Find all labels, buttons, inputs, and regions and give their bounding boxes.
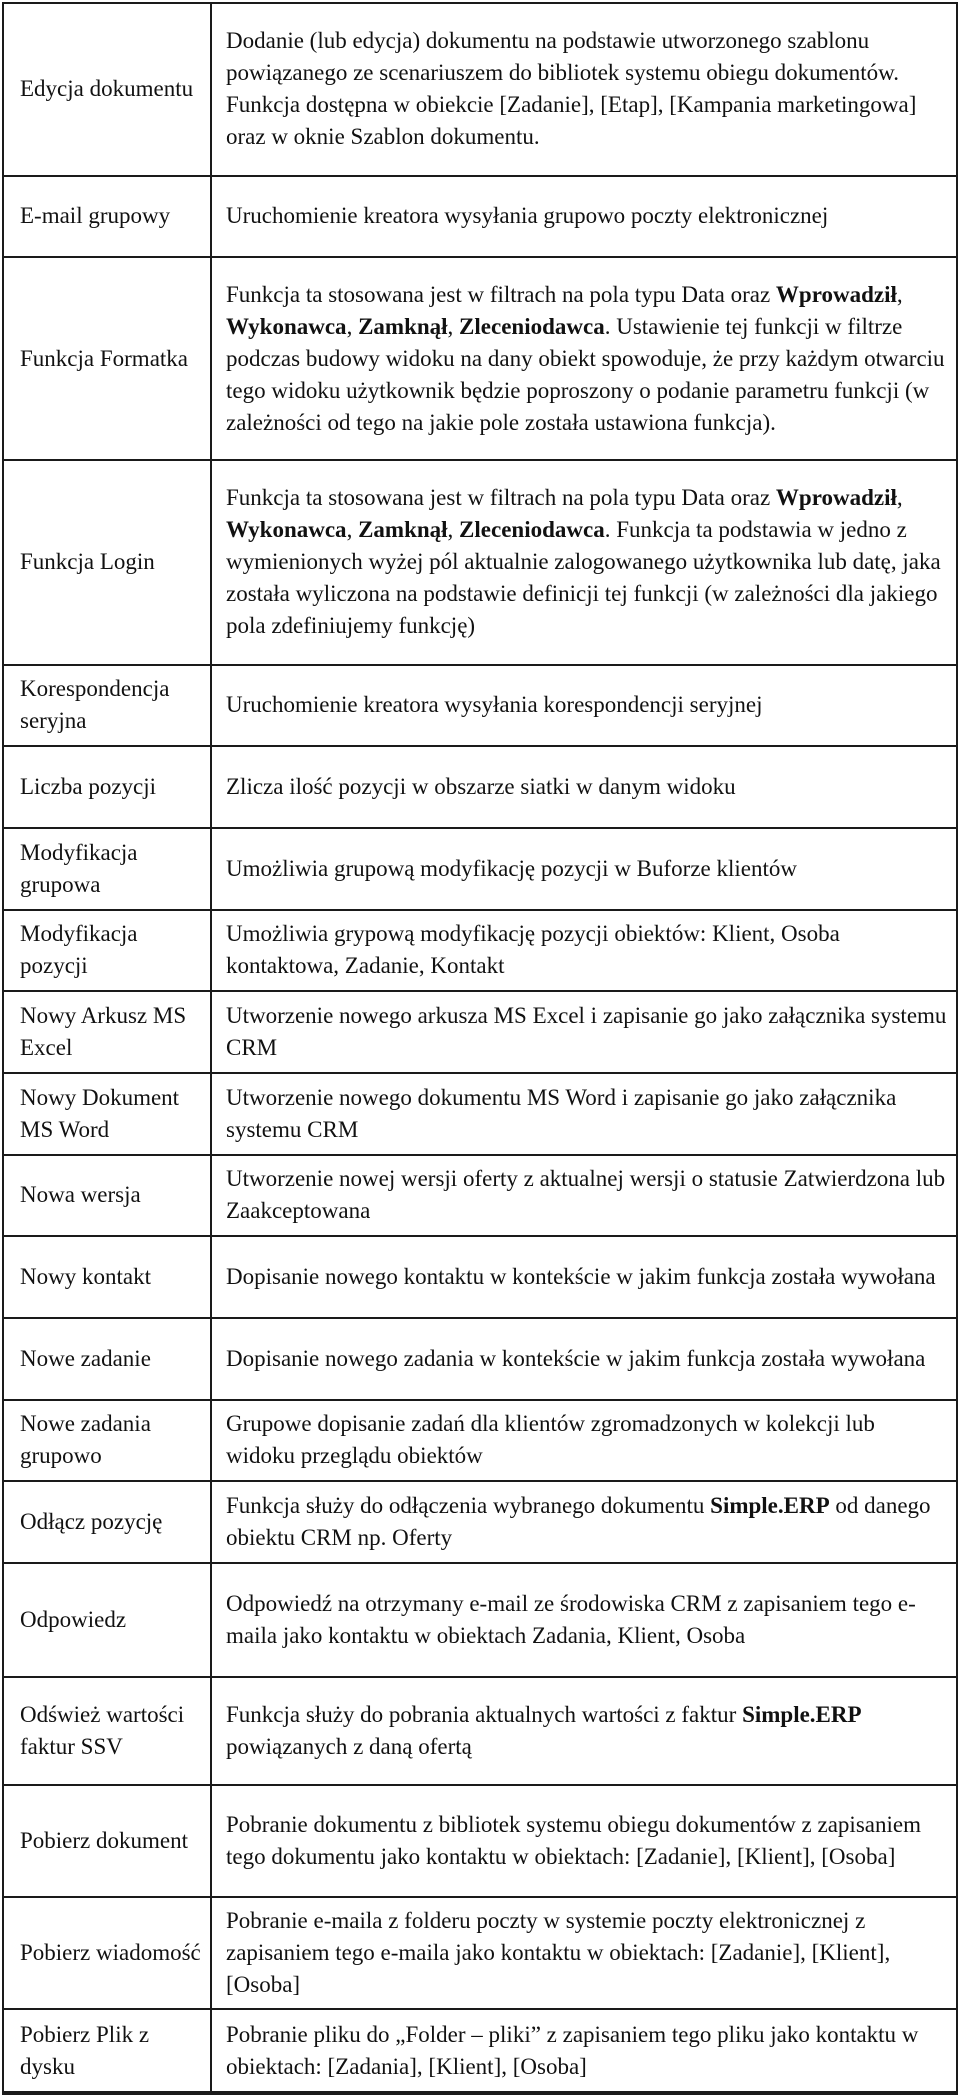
- table-row: [4, 1563, 956, 1677]
- function-description: Utworzenie nowego dokumentu MS Word i zapisanie go jako załącznika systemu CRM: [211, 1073, 956, 1155]
- function-description: Funkcja służy do odłączenia wybranego dokumentu Simple.ERP od danego obiektu CRM np. Oferty: [211, 1481, 956, 1563]
- function-name: Pobierz dokument: [4, 1785, 211, 1897]
- function-description: Grupowe dopisanie zadań dla klientów zgromadzonych w kolekcji lub widoku przeglądu obiektów: [211, 1400, 956, 1482]
- function-description: Dopisanie nowego zadania w kontekście w jakim funkcja została wywołana: [211, 1318, 956, 1400]
- function-description: Dodanie (lub edycja) dokumentu na podstawie utworzonego szablonu powiązanego ze scenariuszem do bibliotek systemu obiegu dokumentów. Funkcja dostępna w obiekcie [Zadanie], [Etap], [Kampania marketingowa] oraz w oknie Szablon dokumentu.: [211, 4, 956, 176]
- function-description: Uruchomienie kreatora wysyłania grupowo poczty elektronicznej: [211, 176, 956, 258]
- function-name: Liczba pozycji: [4, 746, 211, 828]
- function-description: Utworzenie nowego arkusza MS Excel i zapisanie go jako załącznika systemu CRM: [211, 991, 956, 1073]
- function-description: Umożliwia grupową modyfikację pozycji w Buforze klientów: [211, 828, 956, 910]
- function-name: Funkcja Formatka: [4, 257, 211, 460]
- function-description: Dopisanie nowego kontaktu w kontekście w jakim funkcja została wywołana: [211, 1236, 956, 1318]
- function-name: Pobierz Plik z dysku: [4, 2009, 211, 2091]
- function-name: Edycja dokumentu: [4, 4, 211, 176]
- table-row: [4, 2009, 956, 2091]
- function-name: Nowe zadanie: [4, 1318, 211, 1400]
- function-description: Pobranie pliku do „Folder – pliki” z zapisaniem tego pliku jako kontaktu w obiektach: [Zadania], [Klient], [Osoba]: [211, 2009, 956, 2091]
- function-name: Nowa wersja: [4, 1155, 211, 1237]
- table-row: [4, 176, 956, 258]
- function-name: Nowy Dokument MS Word: [4, 1073, 211, 1155]
- function-description: Funkcja służy do pobrania aktualnych wartości z faktur Simple.ERP powiązanych z daną ofertą: [211, 1677, 956, 1784]
- table-row: [4, 1897, 956, 2009]
- table-row: [4, 1073, 956, 1155]
- table-row: [4, 746, 956, 828]
- function-description: Uruchomienie kreatora wysyłania korespondencji seryjnej: [211, 665, 956, 747]
- table-row: [4, 1677, 956, 1784]
- function-description: Umożliwia grypową modyfikację pozycji obiektów: Klient, Osoba kontaktowa, Zadanie, Kontakt: [211, 910, 956, 992]
- function-name: Odpowiedz: [4, 1563, 211, 1677]
- table-row: [4, 1155, 956, 1237]
- function-name: Modyfikacja grupowa: [4, 828, 211, 910]
- function-name: Nowy Arkusz MS Excel: [4, 991, 211, 1073]
- function-name: E-mail grupowy: [4, 176, 211, 258]
- function-description: Funkcja ta stosowana jest w filtrach na pola typu Data oraz Wprowadził, Wykonawca, Zamknął, Zleceniodawca. Ustawienie tej funkcji w filtrze podczas budowy widoku na dany obiekt spowoduje, że przy każdym otwarciu tego widoku użytkownik będzie poproszony o podanie parametru funkcji (w zależności od tego na jakie pole została ustawiona funkcja).: [211, 257, 956, 460]
- function-name: Pobierz wiadomość: [4, 1897, 211, 2009]
- function-description: Utworzenie nowej wersji oferty z aktualnej wersji o statusie Zatwierdzona lub Zaakceptowana: [211, 1155, 956, 1237]
- table-row: [4, 991, 956, 1073]
- table-row: [4, 828, 956, 910]
- function-description: Zlicza ilość pozycji w obszarze siatki w danym widoku: [211, 746, 956, 828]
- function-name: Funkcja Login: [4, 460, 211, 664]
- function-name: Odłącz pozycję: [4, 1481, 211, 1563]
- table-row: [4, 1481, 956, 1563]
- function-description: Odpowiedź na otrzymany e-mail ze środowiska CRM z zapisaniem tego e-maila jako kontaktu w obiektach Zadania, Klient, Osoba: [211, 1563, 956, 1677]
- function-table: [4, 4, 956, 2091]
- function-name: Nowy kontakt: [4, 1236, 211, 1318]
- table-row: [4, 4, 956, 176]
- function-name: Odśwież wartości faktur SSV: [4, 1677, 211, 1784]
- table-row: [4, 257, 956, 460]
- table-row: [4, 665, 956, 747]
- function-table-page: [2, 2, 958, 2093]
- table-row: [4, 460, 956, 664]
- table-row: [4, 1785, 956, 1897]
- bottom-rule: [2, 2091, 958, 2095]
- function-name: Korespondencja seryjna: [4, 665, 211, 747]
- table-row: [4, 1236, 956, 1318]
- function-description: Funkcja ta stosowana jest w filtrach na pola typu Data oraz Wprowadził, Wykonawca, Zamknął, Zleceniodawca. Funkcja ta podstawia w jedno z wymienionych wyżej pól aktualnie zalogowanego użytkownika lub datę, jaka została wyliczona na podstawie definicji tej funkcji (w zależności dla jakiego pola zdefiniujemy funkcję): [211, 460, 956, 664]
- function-description: Pobranie e-maila z folderu poczty w systemie poczty elektronicznej z zapisaniem tego e-maila jako kontaktu w obiektach: [Zadanie], [Klient], [Osoba]: [211, 1897, 956, 2009]
- table-row: [4, 1318, 956, 1400]
- function-description: Pobranie dokumentu z bibliotek systemu obiegu dokumentów z zapisaniem tego dokumentu jako kontaktu w obiektach: [Zadanie], [Klient], [Osoba]: [211, 1785, 956, 1897]
- function-name: Nowe zadania grupowo: [4, 1400, 211, 1482]
- function-name: Modyfikacja pozycji: [4, 910, 211, 992]
- table-row: [4, 1400, 956, 1482]
- table-row: [4, 910, 956, 992]
